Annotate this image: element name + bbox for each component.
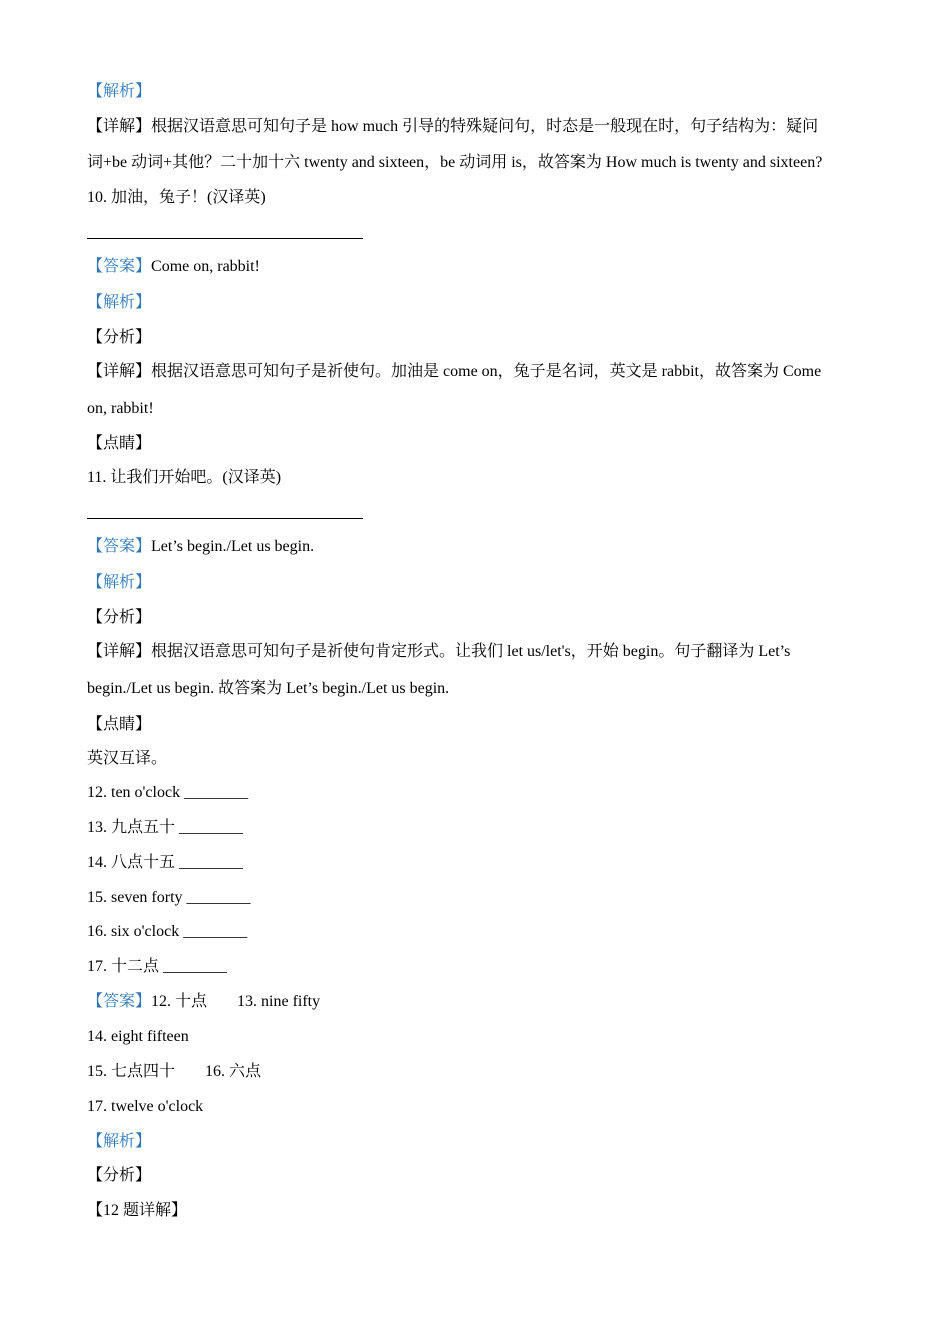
answer-16: 16. 六点 (205, 1063, 262, 1080)
fenxi-tag: 【分析】 (87, 329, 152, 346)
answer-text: Come on, rabbit! (151, 258, 260, 275)
question-text: 12. ten o'clock ________ (87, 784, 249, 801)
question-14 (87, 853, 243, 873)
question-13 (87, 818, 243, 838)
detail-paragraph-line (87, 399, 154, 419)
detail-text: 根据汉语意思可知句子是祈使句。加油是 come on，兔子是名词，英文是 rabbit，故答案为 Come (151, 363, 822, 380)
answer-14 (87, 1027, 189, 1047)
answer-tag: 【答案】 (87, 258, 152, 275)
answer-text: Let’s begin./Let us begin. (151, 538, 315, 555)
detail-paragraph-line (87, 679, 449, 699)
question-text: 10. 加油，兔子！(汉译英) (87, 189, 266, 206)
analysis-tag: 【解析】 (87, 83, 152, 100)
analysis-heading (87, 1132, 151, 1152)
analysis-tag: 【解析】 (87, 294, 152, 311)
question-15 (87, 888, 251, 908)
question-text: 16. six o'clock ________ (87, 923, 248, 940)
answer-blank-line (87, 238, 363, 239)
detail-paragraph-line (87, 117, 818, 137)
question-text: 11. 让我们开始吧。(汉译英) (87, 469, 282, 486)
analysis-sub-heading (87, 608, 151, 628)
analysis-heading (87, 573, 151, 593)
detail-paragraph-line (87, 362, 821, 382)
detail-tag: 【详解】 (87, 643, 152, 660)
answer-line (87, 992, 320, 1012)
question-16 (87, 922, 247, 942)
detail-text: 词+be 动词+其他？二十加十六 twenty and sixteen，be 动词用 is，故答案为 How much is twenty and sixteen? (87, 154, 823, 171)
question-text: 14. 八点十五 ________ (87, 854, 244, 871)
analysis-sub-heading (87, 1166, 151, 1186)
fenxi-tag: 【分析】 (87, 609, 152, 626)
question-12 (87, 783, 248, 803)
question-12-detail-heading (87, 1201, 187, 1221)
answer-blank-line (87, 518, 363, 519)
tip-tag: 【点睛】 (87, 716, 152, 733)
analysis-heading (87, 82, 151, 102)
question-17 (87, 957, 227, 977)
section-instruction (87, 749, 167, 769)
analysis-sub-heading (87, 328, 151, 348)
answer-line (87, 257, 260, 277)
question-text: 17. 十二点 ________ (87, 958, 228, 975)
answer-tag: 【答案】 (87, 993, 152, 1010)
answer-12: 12. 十点 (151, 993, 208, 1010)
analysis-tag: 【解析】 (87, 574, 152, 591)
instruction-text: 英汉互译。 (87, 750, 168, 767)
answer-line (87, 1062, 261, 1082)
analysis-heading (87, 293, 151, 313)
answer-text: 14. eight fifteen (87, 1028, 189, 1045)
tip-heading (87, 715, 151, 735)
detail-paragraph-line (87, 153, 822, 173)
answer-17 (87, 1097, 203, 1117)
answer-line (87, 537, 314, 557)
tip-tag: 【点睛】 (87, 435, 152, 452)
detail-heading-text: 【12 题详解】 (87, 1202, 188, 1219)
detail-text: 根据汉语意思可知句子是 how much 引导的特殊疑问句，时态是一般现在时，句子结构为：疑问 (151, 118, 819, 135)
question-text: 13. 九点五十 ________ (87, 819, 244, 836)
answer-15: 15. 七点四十 (87, 1063, 176, 1080)
answer-13: 13. nine fifty (237, 993, 321, 1010)
question-11 (87, 468, 281, 488)
fenxi-tag: 【分析】 (87, 1167, 152, 1184)
question-text: 15. seven forty ________ (87, 889, 251, 906)
detail-tag: 【详解】 (87, 118, 152, 135)
detail-text: begin./Let us begin. 故答案为 Let’s begin./Let us begin. (87, 680, 450, 697)
answer-tag: 【答案】 (87, 538, 152, 555)
detail-text: on, rabbit! (87, 400, 154, 417)
detail-text: 根据汉语意思可知句子是祈使句肯定形式。让我们 let us/let's，开始 begin。句子翻译为 Let’s (151, 643, 791, 660)
tip-heading (87, 434, 151, 454)
detail-tag: 【详解】 (87, 363, 152, 380)
answer-text: 17. twelve o'clock (87, 1098, 204, 1115)
detail-paragraph-line (87, 642, 790, 662)
question-10 (87, 188, 266, 208)
analysis-tag: 【解析】 (87, 1133, 152, 1150)
